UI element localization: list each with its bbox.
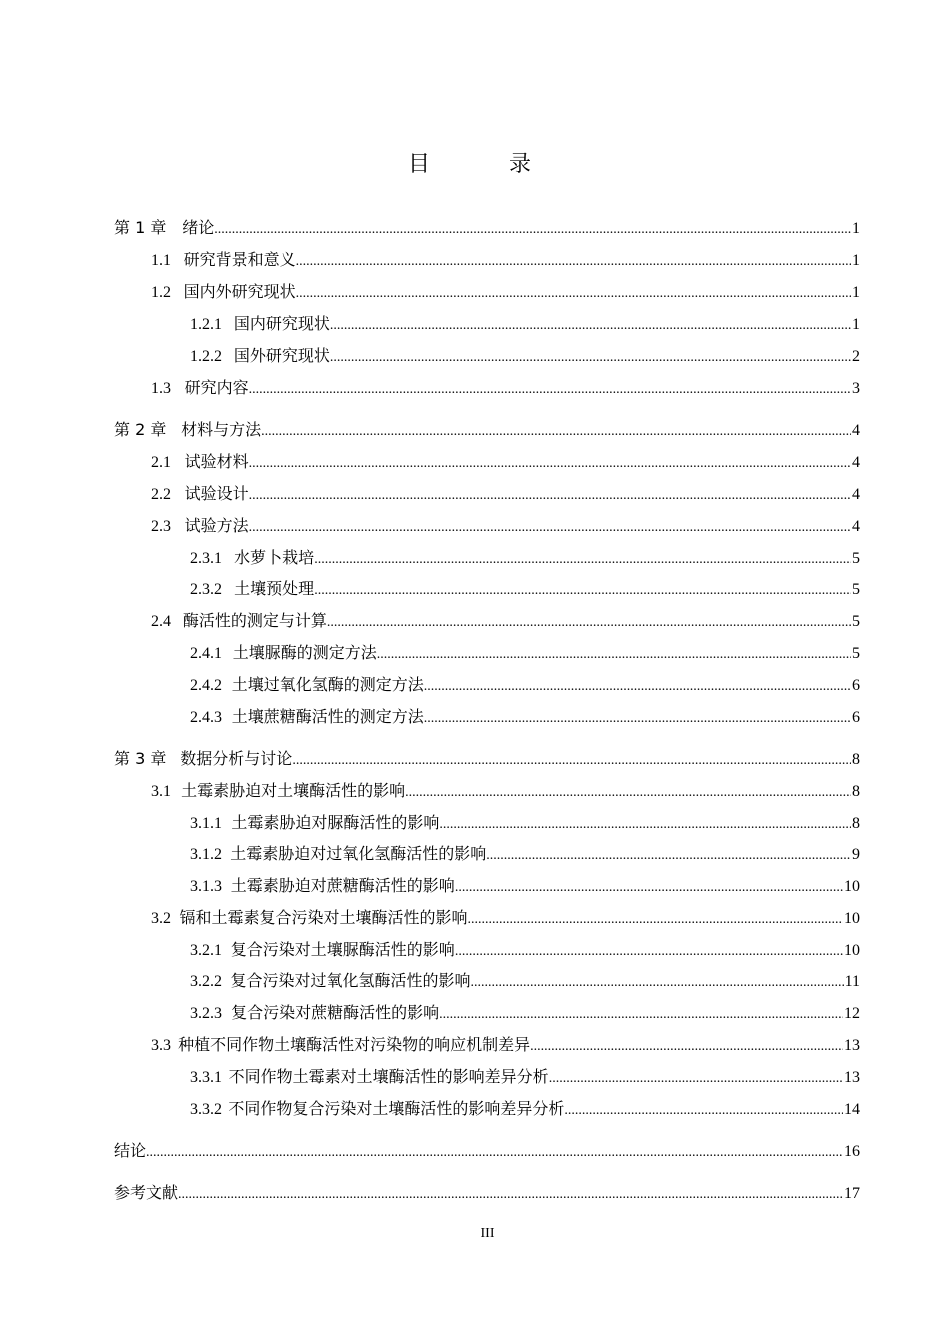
toc-entry[interactable] xyxy=(151,483,860,507)
toc-entry-label: 研究内容 xyxy=(184,378,249,397)
toc-entry-number: 2.4.3 xyxy=(190,709,222,726)
toc-entry-number: 3.2.1 xyxy=(190,942,222,959)
toc-dot-leader xyxy=(455,941,843,963)
toc-entry[interactable] xyxy=(190,812,860,836)
toc-dot-leader xyxy=(178,1184,843,1206)
toc-entry-label: 土壤预处理 xyxy=(234,579,315,598)
toc-entry-label: 土壤蔗糖酶活性的测定方法 xyxy=(231,707,424,726)
toc-entry-label: 种植不同作物土壤酶活性对污染物的响应机制差异 xyxy=(178,1035,531,1054)
toc-dot-leader xyxy=(405,782,851,804)
toc-entry-page: 16 xyxy=(844,1143,860,1160)
toc-entry-label: 土霉素胁迫对脲酶活性的影响 xyxy=(231,813,440,832)
toc-entry[interactable] xyxy=(190,843,860,867)
toc-entry-label: 土霉素胁迫对土壤酶活性的影响 xyxy=(181,781,406,800)
toc-entry-page: 4 xyxy=(852,422,860,439)
toc-dot-leader xyxy=(314,580,851,602)
toc-entry-page: 5 xyxy=(852,581,860,598)
toc-entry-label: 研究背景和意义 xyxy=(183,250,296,269)
toc-dot-leader xyxy=(330,347,851,369)
toc-entry-page: 8 xyxy=(852,751,860,768)
toc-entry-page: 11 xyxy=(844,973,860,990)
toc-entry-number: 3.2.3 xyxy=(190,1005,222,1022)
toc-entry-page: 10 xyxy=(844,910,860,927)
toc-dot-leader xyxy=(292,750,851,772)
toc-entry-page: 10 xyxy=(844,878,860,895)
toc-entry[interactable] xyxy=(151,451,860,475)
toc-entry[interactable] xyxy=(151,907,860,931)
toc-dot-leader xyxy=(330,315,851,337)
toc-entry[interactable] xyxy=(190,642,860,666)
toc-entry-label: 绪论 xyxy=(182,218,215,237)
toc-entry-label: 试验方法 xyxy=(184,516,249,535)
toc-dot-leader xyxy=(296,251,851,273)
toc-dot-leader xyxy=(439,1004,843,1026)
toc-entry-page: 4 xyxy=(852,486,860,503)
toc-entry[interactable] xyxy=(151,377,860,401)
toc-entry-label: 复合污染对蔗糖酶活性的影响 xyxy=(231,1003,440,1022)
toc-entry[interactable] xyxy=(190,578,860,602)
toc-entry-number: 3.1 xyxy=(151,783,171,800)
toc-entry[interactable] xyxy=(114,748,860,772)
toc-dot-leader xyxy=(455,877,843,899)
toc-entry[interactable] xyxy=(114,217,860,241)
toc-dot-leader xyxy=(468,909,843,931)
toc-dot-leader xyxy=(249,453,851,475)
toc-entry-number: 3.2 xyxy=(151,910,171,927)
toc-entry-page: 14 xyxy=(844,1101,860,1118)
toc-entry-label: 试验设计 xyxy=(184,484,249,503)
toc-entry-number: 2.4.2 xyxy=(190,677,222,694)
toc-entry-page: 5 xyxy=(852,550,860,567)
toc-entry-number: 2.3.2 xyxy=(190,581,222,598)
toc-dot-leader xyxy=(249,379,851,401)
toc-entry-label: 土霉素胁迫对蔗糖酶活性的影响 xyxy=(230,876,455,895)
toc-entry-label: 复合污染对过氧化氢酶活性的影响 xyxy=(230,971,471,990)
toc-entry-page: 8 xyxy=(852,815,860,832)
toc-entry-page: 17 xyxy=(844,1185,860,1202)
toc-dot-leader xyxy=(530,1036,843,1058)
toc-dot-leader xyxy=(214,219,851,241)
toc-entry-page: 10 xyxy=(844,942,860,959)
toc-entry-label: 镉和土霉素复合污染对土壤酶活性的影响 xyxy=(179,908,468,927)
toc-entry-number: 2.1 xyxy=(151,454,171,471)
toc-entry-number: 3.3 xyxy=(151,1037,171,1054)
toc-entry-label: 水萝卜栽培 xyxy=(234,548,315,567)
toc-entry-page: 13 xyxy=(844,1037,860,1054)
toc-entry-number: 3.3.1 xyxy=(190,1069,222,1086)
toc-entry-number: 3.2.2 xyxy=(190,973,222,990)
toc-entry-number: 2.4 xyxy=(151,613,171,630)
toc-entry-label: 复合污染对土壤脲酶活性的影响 xyxy=(230,940,455,959)
toc-entry-number: 3.1.1 xyxy=(190,815,222,832)
toc-entry-label: 数据分析与讨论 xyxy=(180,749,293,768)
toc-dot-leader xyxy=(549,1068,843,1090)
toc-entry-number: 3.3.2 xyxy=(190,1101,222,1118)
toc-dot-leader xyxy=(424,676,851,698)
toc-entry-number: 第 2 章 xyxy=(114,420,167,439)
toc-entry-label: 土壤过氧化氢酶的测定方法 xyxy=(231,675,424,694)
toc-entry-label: 结论 xyxy=(114,1141,147,1160)
toc-entry-page: 5 xyxy=(852,613,860,630)
toc-entry[interactable] xyxy=(190,345,860,369)
toc-entry-label: 国内研究现状 xyxy=(233,314,330,333)
toc-entry-number: 3.1.2 xyxy=(190,846,222,863)
page-number-footer: III xyxy=(480,1226,495,1241)
toc-entry-number: 1.2.1 xyxy=(190,316,222,333)
toc-entry-number: 第 3 章 xyxy=(114,749,167,768)
toc-entry-page: 4 xyxy=(852,454,860,471)
toc-entry[interactable] xyxy=(151,249,860,273)
toc-entry[interactable] xyxy=(190,313,860,337)
toc-entry-label: 不同作物土霉素对土壤酶活性的影响差异分析 xyxy=(228,1067,549,1086)
toc-entry-number: 3.1.3 xyxy=(190,878,222,895)
toc-entry-label: 国内外研究现状 xyxy=(183,282,296,301)
page-title: 目 录 xyxy=(408,152,567,177)
toc-dot-leader xyxy=(249,517,851,539)
toc-entry-label: 试验材料 xyxy=(184,452,249,471)
toc-entry-label: 材料与方法 xyxy=(181,420,262,439)
toc-entry-page: 6 xyxy=(852,709,860,726)
toc-entry[interactable] xyxy=(114,1182,860,1206)
toc-entry-page: 12 xyxy=(844,1005,860,1022)
toc-entry[interactable] xyxy=(190,674,860,698)
toc-entry[interactable] xyxy=(190,1002,860,1026)
toc-entry-number: 2.3 xyxy=(151,518,171,535)
toc-entry-number: 2.2 xyxy=(151,486,171,503)
toc-entry-label: 土霉素胁迫对过氧化氢酶活性的影响 xyxy=(230,844,487,863)
toc-entry[interactable] xyxy=(151,515,860,539)
toc-entry[interactable] xyxy=(114,419,860,443)
toc-entry-page: 13 xyxy=(844,1069,860,1086)
toc-entry-label: 酶活性的测定与计算 xyxy=(182,611,327,630)
toc-entry-number: 1.2 xyxy=(151,284,171,301)
toc-dot-leader xyxy=(146,1142,843,1164)
toc-entry-number: 1.1 xyxy=(151,252,171,269)
toc-entry-page: 1 xyxy=(852,284,860,301)
toc-entry[interactable] xyxy=(190,939,860,963)
toc-entry[interactable] xyxy=(151,610,860,634)
toc-entry-page: 8 xyxy=(852,783,860,800)
toc-entry[interactable] xyxy=(190,547,860,571)
toc-entry[interactable] xyxy=(190,706,860,730)
toc-entry-page: 6 xyxy=(852,677,860,694)
toc-dot-leader xyxy=(261,421,851,443)
toc-dot-leader xyxy=(439,814,851,836)
toc-entry[interactable] xyxy=(190,1066,860,1090)
toc-dot-leader xyxy=(377,644,851,666)
toc-dot-leader xyxy=(249,485,851,507)
toc-entry[interactable] xyxy=(190,1098,860,1122)
toc-entry-number: 第 1 章 xyxy=(114,218,167,237)
toc-entry-number: 2.3.1 xyxy=(190,550,222,567)
toc-entry[interactable] xyxy=(114,1140,860,1164)
toc-entry-page: 3 xyxy=(852,380,860,397)
toc-entry[interactable] xyxy=(151,281,860,305)
toc-entry-page: 2 xyxy=(852,348,860,365)
toc-entry-label: 不同作物复合污染对土壤酶活性的影响差异分析 xyxy=(228,1099,565,1118)
toc-entry[interactable] xyxy=(190,970,860,994)
toc-entry-page: 5 xyxy=(852,645,860,662)
toc-entry-number: 2.4.1 xyxy=(190,645,222,662)
toc-entry-page: 1 xyxy=(852,316,860,333)
toc-entry-label: 国外研究现状 xyxy=(233,346,330,365)
toc-entry-page: 1 xyxy=(852,252,860,269)
toc-entry[interactable] xyxy=(190,875,860,899)
toc-entry-number: 1.2.2 xyxy=(190,348,222,365)
toc-dot-leader xyxy=(424,708,851,730)
toc-entry-page: 1 xyxy=(852,220,860,237)
toc-dot-leader xyxy=(470,972,843,994)
toc-entry-page: 4 xyxy=(852,518,860,535)
toc-entry-number: 1.3 xyxy=(151,380,171,397)
toc-dot-leader xyxy=(564,1100,843,1122)
toc-dot-leader xyxy=(486,845,851,867)
toc-entry[interactable] xyxy=(151,780,860,804)
toc-entry-label: 参考文献 xyxy=(114,1183,179,1202)
toc-entry[interactable] xyxy=(151,1034,860,1058)
toc-entry-page: 9 xyxy=(852,846,860,863)
toc-dot-leader xyxy=(296,283,851,305)
toc-entry-label: 土壤脲酶的测定方法 xyxy=(232,643,377,662)
toc-dot-leader xyxy=(314,549,851,571)
toc-dot-leader xyxy=(327,612,851,634)
